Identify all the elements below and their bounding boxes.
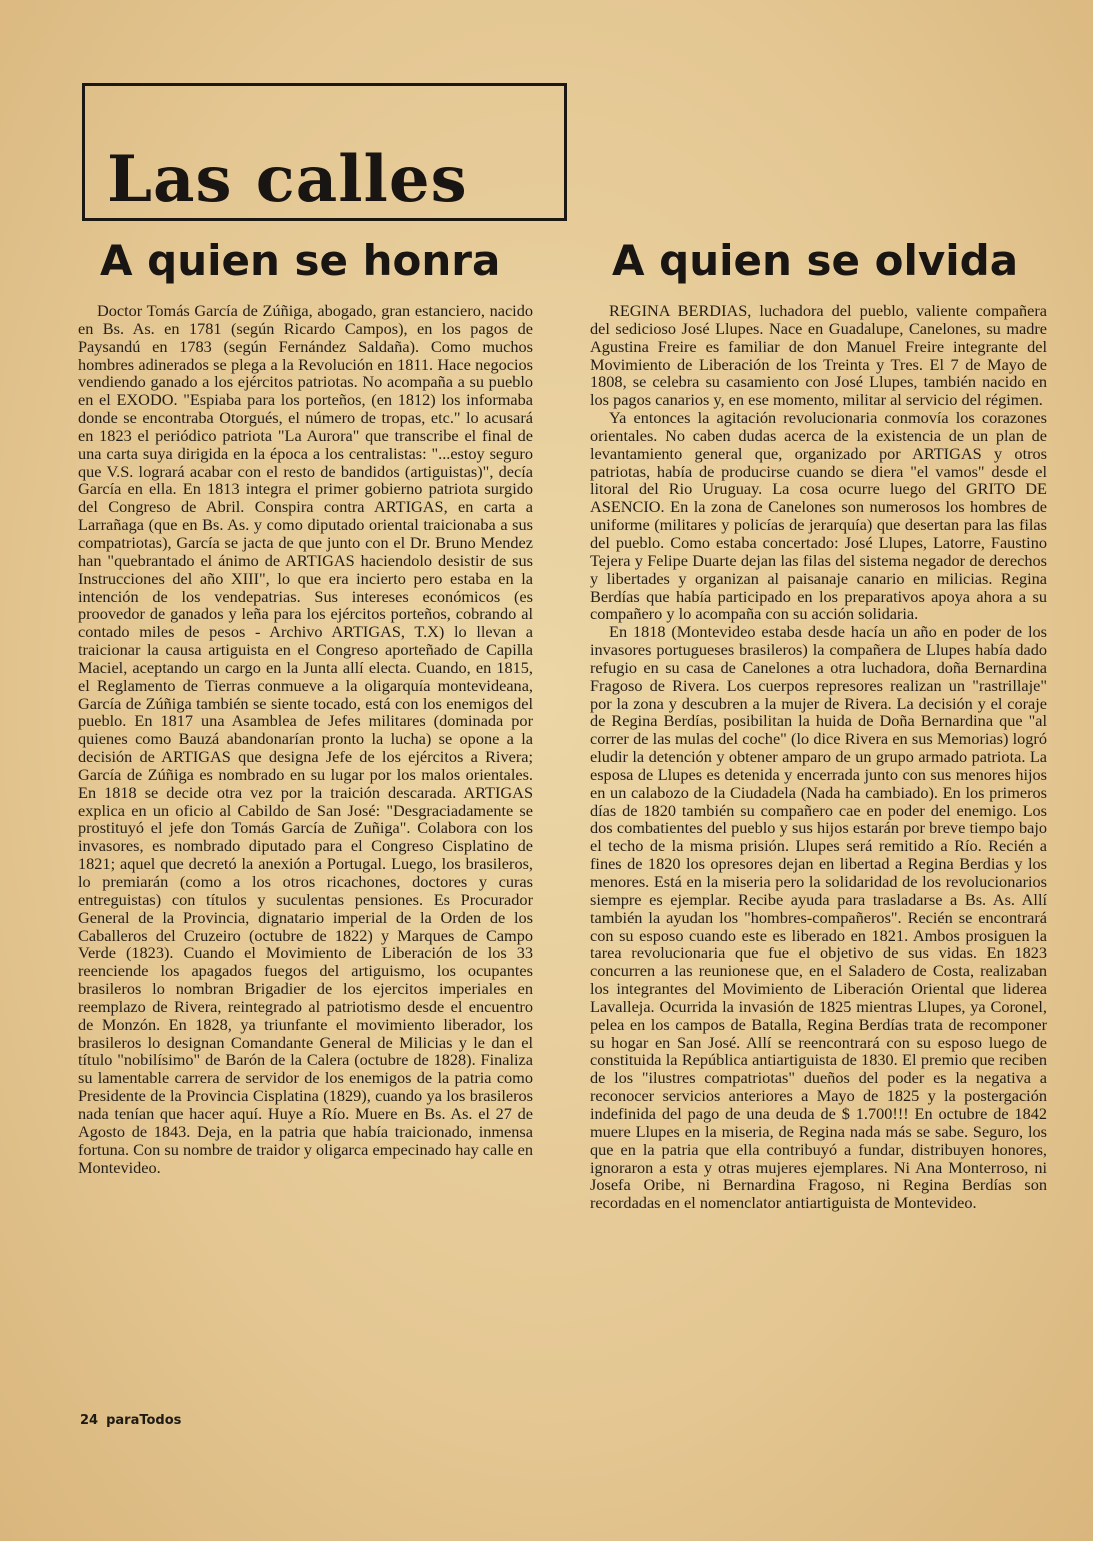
left-heading: A quien se honra [100,236,501,285]
right-paragraph: Ya entonces la agitación revolucionaria conmovía los corazones orientales. No caben dudas acerca de la existencia de un plan de levantamiento general que, organizado por ARTIGAS y otros patriotas, había de producirse cuando se diera "el vamos" desde el litoral del Rio Uruguay. La cosa ocurre luego del GRITO DE ASENCIO. En la zona de Canelones son numerosos los hombres de uniforme (militares y policías de jerarquía) que desertan para las filas del pueblo. Como estaba concertado: José Llupes, Latorre, Faustino Tejera y Felipe Duarte dejan las filas del sistema negador de derechos y libertades y organizan al paisanaje canario en milicias. Regina Berdías que había participado en los preparativos apoya ahora a su compañero y lo acompaña con su acción solidaria. [590,408,1047,624]
left-paragraph: Doctor Tomás García de Zúñiga, abogado, gran estanciero, nacido en Bs. As. en 1781 (según Ricardo Campos), en los pagos de Paysandú en 1783 (según Fernández Saldaña). Como muchos hombres adinerados se plega a la Revolución en 1811. Hace negocios vendiendo ganado a los ejércitos patriotas. No acompaña a su pueblo en el EXODO. "Espiaba para los porteños, (en 1812) los informaba donde se encontraba Otorgués, el número de tropas, etc." lo acusará en 1823 el periódico patriota "La Aurora" que transcribe el final de una carta suya dirigida en la época a los centralistas: "...estoy seguro que V.S. logrará acabar con el resto de bandidos (artiguistas)", decía García en ella. En 1813 integra el primer gobierno patriota surgido del Congreso de Abril. Conspira contra ARTIGAS, en carta a Larrañaga (que en Bs. As. y como diputado oriental traicionaba a sus compatriotas), García se jacta de que junto con el Dr. Bruno Mendez han "quebrantado el ánimo de ARTIGAS haciendolo desistir de sus Instrucciones del año XIII", lo que era incierto pero estaba en la intención de los vendepatrias. Sus intereses económicos (es proovedor de ganados y leña para los ejércitos porteños, cobrando al contado miles de pesos - Archivo ARTIGAS, T.X) lo llevan a traicionar la causa artiguista en el Congreso aporteñado de Capilla Maciel, aceptando un cargo en la Junta allí electa. Cuando, en 1815, el Reglamento de Tierras conmueve a la oligarquía montevideana, García de Zúñiga también se siente tocado, está con los enemigos del pueblo. En 1817 una Asamblea de Jefes militares (dominada por quienes como Bauzá abandonarían pronto la lucha) se opone a la decisión de ARTIGAS que designa Jefe de los ejércitos a Rivera; García de Zúñiga es nombrado en su lugar por los malos orientales. En 1818 se decide otra vez por la traición descarada. ARTIGAS explica en un oficio al Cabildo de San José: "Desgraciadamente se prostituyó el jefe don Tomás García de Zuñiga". Colabora con los invasores, es nombrado diputado para el Congreso Cisplatino de 1821; aquel que decretó la anexión a Portugal. Luego, los brasileros, lo premiarán (como a los otros ricachones, doctores y curas entreguistas) con títulos y suculentas pensiones. Es Procurador General de la Provincia, dignatario imperial de la Orden de los Caballeros del Cruzeiro (octubre de 1822) y Marques de Campo Verde (1823). Cuando el Movimiento de Liberación de los 33 reenciende los apagados fuegos del artiguismo, los ocupantes brasileros lo nombran Brigadier de los ejercitos imperiales en reemplazo de Rivera, reintegrado al patriotismo desde el encuentro de Monzón. En 1828, ya triunfante el movimiento liberador, los brasileros lo designan Comandante General de Milicias y le dan el título "nobilísimo" de Barón de la Calera (octubre de 1828). Finaliza su lamentable carrera de servidor de los enemigos de la patria como Presidente de la Provincia Cisplatina (1829), cuando ya los brasileros nada tenían que hacer aquí. Huye a Río. Muere en Bs. As. el 27 de Agosto de 1843. Deja, en la patria que había traicionado, inmensa fortuna. Con su nombre de traidor y oligarca empecinado hay calle en Montevideo. [78,301,533,1177]
page-title: Las calles [107,142,468,217]
right-paragraph: REGINA BERDIAS, luchadora del pueblo, valiente compañera del sedicioso José Llupes. Nace en Guadalupe, Canelones, su madre Agustina Freire es familiar de don Manuel Freire integrante del Movimiento de Liberación de los Treinta y Tres. El 7 de Mayo de 1808, se celebra su casamiento con José Llupes, también nacido en los pagos canarios y, en ese momento, militar al servicio del régimen. [590,301,1047,410]
title-box [82,83,567,221]
page-footer [80,1413,189,1428]
page-number: 24 [80,1413,99,1428]
right-paragraph: En 1818 (Montevideo estaba desde hacía un año en poder de los invasores portugueses brasileros) la compañera de Llupes había dado refugio en su casa de Canelones a otra luchadora, doña Bernardina Fragoso de Rivera. Los cuerpos represores realizan un "rastrillaje" por la zona y descubren a la mujer de Rivera. La decisión y el coraje de Regina Berdías, posibilitan la huida de Doña Bernardina que "al correr de las mulas del coche" (lo dice Rivera en sus Memorias) logró eludir la detención y obtener amparo de un grupo armado patriota. La esposa de Llupes es detenida y encerrada junto con sus menores hijos en un calabozo de la Ciudadela (Nada ha cambiado). En los primeros días de 1820 también su compañero cae en poder del enemigo. Los dos combatientes del pueblo y sus hijos estarán por breve tiempo bajo el techo de la misma prisión. Llupes será remitido a Río. Recién a fines de 1820 los opresores dejan en libertad a Regina Berdias y los menores. Está en la miseria pero la solidaridad de los revolucionarios siempre es ejemplar. Recibe ayuda para trasladarse a Bs. As. Allí también la ayudan los "hombres-compañeros". Recién se encontrará con su esposo cuando este es liberado en 1821. Ambos prosiguen la tarea revolucionaria que fue el objetivo de sus vidas. En 1823 concurren a las reunionese que, en el Saladero de Costa, realizaban los integrantes del Movimiento de Liberación Oriental que liderea Lavalleja. Ocurrida la invasión de 1825 mientras Llupes, ya Coronel, pelea en los campos de Batalla, Regina Berdías trata de recomponer su hogar en San José. Allí se reencontrará con su esposo luego de constituida la República antiartiguista de 1830. El premio que reciben de los "ilustres compatriotas" dueños del poder es la negativa a reconocer servicios anteriores a Mayo de 1825 y la postergación indefinida del pago de una deuda de $ 1.700!!! En octubre de 1842 muere Llupes en la miseria, de Regina nada más se sabe. Seguro, los que en la patria que ella contribuyó a fundar, distribuyen honores, ignoraron a esta y otras mujeres ejemplares. Ni Ana Monterroso, ni Josefa Oribe, ni Bernardina Fragoso, ni Regina Berdías son recordadas en el nomenclator antiartiguista de Montevideo. [590,622,1047,1213]
left-column [78,302,533,1176]
magazine-name: paraTodos [106,1413,182,1428]
right-column [590,302,1047,1212]
right-heading: A quien se olvida [612,236,1019,285]
